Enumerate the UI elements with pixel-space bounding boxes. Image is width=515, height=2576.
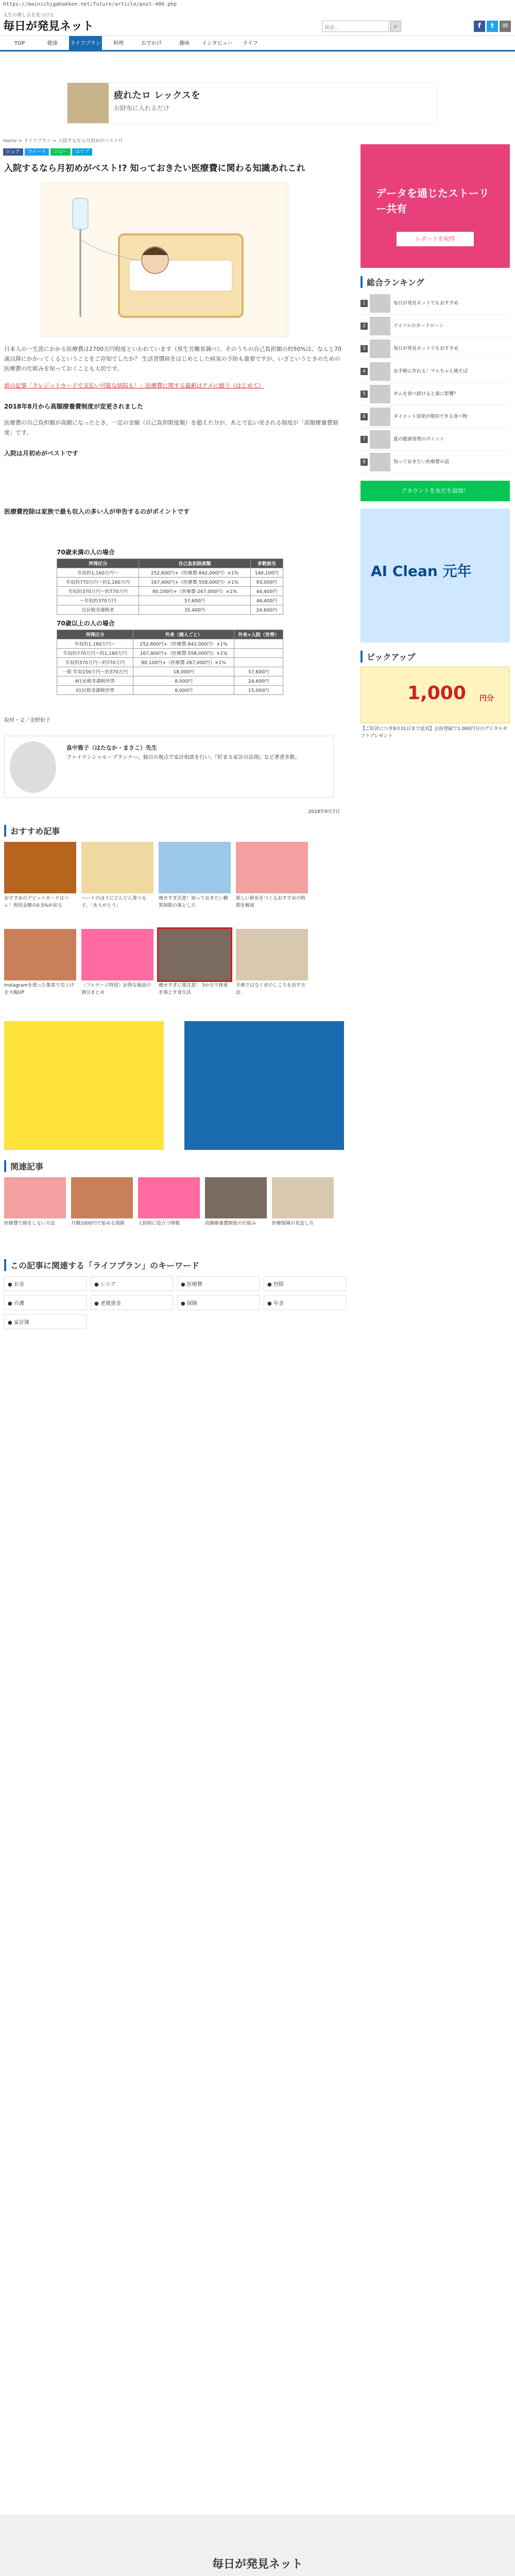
tagline: 人生の楽しさを見つける [3, 13, 55, 18]
recommended-card[interactable] [236, 929, 308, 1011]
card-title: 新しい財布をつくるおすすめの時期を解説 [236, 896, 306, 908]
recommended-grid [0, 842, 350, 1011]
rank-title: お手軽に作れる！マルちゃん焼そば [393, 368, 468, 374]
ranking-item[interactable] [360, 428, 510, 451]
card-thumbnail [236, 929, 308, 980]
table-cell: 44,400円 [250, 596, 283, 605]
table-cell: 252,600円+（医療費-842,000円）×1% [139, 568, 250, 578]
card-thumbnail [4, 842, 76, 893]
search-input[interactable]: 検索... [322, 21, 389, 32]
card-title: 医療費で損をしない方法 [4, 1221, 56, 1226]
related-card[interactable] [205, 1177, 267, 1249]
nav-item[interactable]: ライフプラン [69, 36, 102, 50]
ranking-list [360, 292, 510, 473]
table-row [57, 578, 283, 587]
bottom-ads [4, 1021, 346, 1150]
share-facebook-button[interactable]: シェア [3, 148, 23, 156]
card-thumbnail [205, 1177, 267, 1218]
recommended-card[interactable] [81, 842, 153, 924]
rank-title: 毎日が発見ネットでもおすすめ [393, 346, 459, 351]
ranking-item[interactable] [360, 315, 510, 337]
site-header [0, 9, 515, 36]
mail-icon[interactable]: ✉ [500, 21, 511, 32]
ranking-item[interactable] [360, 405, 510, 428]
address-bar[interactable]: https://mainichigahakken.net/future/article/post-480.php [3, 2, 177, 7]
rank-number: 3 [360, 345, 368, 352]
recommended-card[interactable] [4, 929, 76, 1011]
rank-title: ダイエット効果が期待できる食べ物 [393, 414, 468, 419]
card-title: Instagramを使った集客で売上げを大幅UP [4, 983, 74, 995]
nav-item[interactable]: インタビュー [202, 41, 233, 46]
ranking-item[interactable] [360, 337, 510, 360]
rank-number: 8 [360, 459, 368, 466]
card-thumbnail [81, 842, 153, 893]
section-heading: 2018年8月から高額療養費制度が変更されました [4, 403, 143, 410]
twitter-icon[interactable]: t [487, 21, 498, 32]
card-title: ハートのほうにどんどん食べる子、「ありがとう」 [81, 896, 147, 908]
nav-item[interactable]: ライフ [243, 41, 258, 46]
table2-title: 70歳以上の人の場合 [57, 620, 115, 627]
share-line-button[interactable]: コピー [50, 148, 71, 156]
card-thumbnail [272, 1177, 334, 1218]
table-cell: 8,000円 [133, 686, 234, 695]
keyword-link[interactable]: ● 保険 [177, 1295, 260, 1310]
card-thumbnail [71, 1177, 133, 1218]
card-thumbnail [4, 929, 76, 980]
card-title: 入院時に役立つ情報 [138, 1221, 180, 1226]
pickup-heading: ピックアップ [360, 651, 510, 663]
author-description: ファイナンシャル・プランナー。独自の視点で家計相談を行い、『貯まる家計の法則』など著書多数。 [66, 755, 300, 760]
recommended-heading: おすすめ記事 [4, 825, 346, 837]
table-cell: 24,600円 [250, 605, 283, 615]
recommended-card[interactable] [159, 842, 231, 924]
table-row [57, 568, 283, 578]
table-header: 所得区分 [57, 630, 133, 639]
section-heading: 入院は月初めがベストです [4, 450, 79, 457]
keyword-link[interactable]: ● 控除 [264, 1276, 346, 1291]
nav-item[interactable]: 趣味 [179, 41, 190, 46]
rank-number: 7 [360, 436, 368, 443]
article-title: 入院するなら月初めがベスト!? 知っておきたい医療費に関わる知識あれこれ [4, 163, 305, 174]
table-cell: 57,600円 [234, 667, 283, 676]
article-main [0, 144, 350, 1329]
table-cell: 80,100円+（医療費-267,000円）×1% [139, 587, 250, 596]
related-card[interactable] [71, 1177, 133, 1249]
pickup-banner[interactable] [360, 667, 510, 723]
table-cell: 年収約1,160万円～ [57, 639, 133, 649]
rank-title: 夏の健康管理のポイント [393, 436, 445, 442]
body-paragraph: 医療費の自己負担額が高額になったとき、一定の金額（自己負担限度額）を超えた分が、あとで払い戻される制度が「高額療養費制度」です。 [4, 419, 338, 436]
table-cell: 年収約1,160万円～ [57, 568, 139, 578]
table-cell: 18,000円 [133, 667, 234, 676]
table-cell [234, 639, 283, 649]
table-row [57, 596, 283, 605]
rank-thumbnail [370, 385, 390, 403]
recommended-card[interactable] [81, 929, 153, 1011]
nav-item[interactable]: 健康 [47, 41, 58, 46]
table-cell [234, 658, 283, 667]
rank-title: 毎日が発見ネットでもおすすめ [393, 300, 459, 306]
table-cell [234, 649, 283, 658]
ranking-item[interactable] [360, 383, 510, 405]
pickup-caption[interactable]: 【ご好評につき8月31日まで延長】会員登録で1,000円分のデジタルギフトプレゼント [360, 726, 508, 739]
table-cell: 住民税非課税者 [57, 605, 139, 615]
body-paragraph [0, 523, 346, 544]
table-cell: 57,600円 [139, 596, 250, 605]
body-paragraph [0, 465, 346, 496]
table-cell: 年収約770万円～約1,160万円 [57, 578, 139, 587]
table-header: 自己負担限度額 [139, 559, 250, 568]
section-heading: 医療費控除は家族で最も収入の多い人が申告するのがポイントです [4, 508, 190, 515]
card-title: 痩せすぎに要注意！ 3か月で体重を落とす食生活 [159, 983, 228, 995]
card-title: 医療保険の見直し方 [272, 1221, 314, 1226]
table-cell: ～年収約370万円 [57, 596, 139, 605]
keyword-link[interactable]: ● 介護 [4, 1295, 87, 1310]
rank-title: 知っておきたい医療費の話 [393, 459, 450, 465]
related-card[interactable] [4, 1177, 66, 1249]
rank-thumbnail [370, 340, 390, 358]
card-thumbnail [81, 929, 153, 980]
table-cell: 252,600円+（医療費-842,000円）×1% [133, 639, 234, 649]
recommended-card[interactable] [159, 929, 231, 1011]
table-row [57, 676, 283, 686]
card-thumbnail [138, 1177, 200, 1218]
intro-paragraph: 日本人の一生涯にかかる医療費は2700万円程度といわれています（厚生労働省調べ）。そのうちの自己負担額の約50%は、なんと70歳以降にかかってくるということをご存知でしたか？ 生活習慣病をはじめとした病気の予防も重要ですが、いざというときのための医療費の仕組みを知っておくことも大切です。 [4, 346, 341, 372]
share-hatena-button[interactable]: はてブ [72, 148, 92, 156]
rank-number: 5 [360, 391, 368, 398]
table-cell: 93,000円 [250, 578, 283, 587]
footer-logo[interactable]: 毎日が発見ネット [212, 2557, 303, 2571]
table-cell: 年収約370万円～約770万円 [57, 658, 133, 667]
credit: 取材・文／金野松子 [4, 718, 50, 723]
recommended-card[interactable] [236, 842, 308, 924]
sidebar-ad-tableau[interactable] [360, 144, 510, 268]
share-twitter-button[interactable]: ツイート [25, 148, 49, 156]
related-link[interactable]: 前の記事「クレジットカードで支払い可能な病院も！」医療費に関する最新はアメに倣う（はじめて） [4, 382, 264, 389]
table-row [57, 649, 283, 658]
ad-cta-button[interactable]: レポートを取得 [397, 232, 474, 246]
table-header: 所得区分 [57, 559, 139, 568]
related-grid [0, 1177, 350, 1249]
ad-subtitle: お財布に入れるだけ [114, 105, 170, 112]
table1-title: 70歳未満の人の場合 [57, 549, 115, 556]
ad-headline: データを通じたストーリー共有 [376, 187, 489, 215]
table-header: 外来+入院（世帯） [234, 630, 283, 639]
table-cell: 年収約370万円～約770万円 [57, 587, 139, 596]
ad-title: 疲れたロ レックスを [114, 90, 200, 101]
site-footer [0, 2514, 515, 2576]
table-row [57, 639, 283, 649]
table-cell: 年収約770万円～約1,160万円 [57, 649, 133, 658]
rank-number: 4 [360, 368, 368, 375]
top-ad-banner[interactable] [67, 82, 438, 124]
author-bio [4, 736, 334, 798]
card-title: 月額1000円で始める保険 [71, 1221, 125, 1226]
rank-thumbnail [370, 294, 390, 313]
table-header: 外来（個人ごと） [133, 630, 234, 639]
keyword-link[interactable]: ● 年金 [264, 1295, 346, 1310]
card-thumbnail [4, 1177, 66, 1218]
global-nav [0, 36, 515, 52]
insurance-ad[interactable] [4, 1021, 164, 1150]
table-header: 多数該当 [250, 559, 283, 568]
keyword-link[interactable]: ● シニア [91, 1276, 173, 1291]
table-cell: 167,400円+（医療費-558,000円）×1% [139, 578, 250, 587]
ranking-item[interactable] [360, 292, 510, 315]
table-row [57, 605, 283, 615]
pickup-unit: 円分 [479, 694, 494, 703]
card-title: 手術ではなく首のしこりを治す方法 [236, 983, 306, 995]
table-cell: 35,400円 [139, 605, 250, 615]
rank-thumbnail [370, 453, 390, 471]
table-cell: 44,400円 [250, 587, 283, 596]
table-row [57, 686, 283, 695]
breadcrumb[interactable]: Home > ライフプラン > 入院するなら月初めがベスト!? [3, 139, 123, 144]
keyword-link[interactable]: ● 老後資金 [91, 1295, 173, 1310]
table-cell: 80,100円+（医療費-267,000円）×1% [133, 658, 234, 667]
related-heading: 関連記事 [4, 1160, 346, 1172]
card-thumbnail [236, 842, 308, 893]
ranking-item[interactable] [360, 360, 510, 383]
table-cell: 167,400円+（医療費-558,000円）×1% [133, 649, 234, 658]
ranking-item[interactable] [360, 451, 510, 473]
keyword-link[interactable]: ● 医療費 [177, 1276, 260, 1291]
table-row [57, 587, 283, 596]
card-title: おすすめのデビットカードはコレ！利用金額の0.5%が戻る [4, 896, 69, 908]
author-avatar [10, 741, 56, 793]
sidebar-ad-aiclean[interactable] [360, 509, 510, 642]
facebook-icon[interactable]: f [474, 21, 485, 32]
keyword-link[interactable]: ● 家計簿 [4, 1314, 87, 1329]
annuity-ad[interactable] [184, 1021, 344, 1150]
line-add-friend-button[interactable]: アカウントを友だち追加！ [360, 481, 510, 501]
card-thumbnail [159, 842, 231, 893]
rank-number: 6 [360, 413, 368, 420]
rank-thumbnail [370, 408, 390, 426]
rank-title: ガムを食べ続けると歯に影響？ [393, 391, 459, 397]
ad-title: AI Clean 元年 [371, 563, 472, 580]
rank-thumbnail [370, 362, 390, 381]
hero-illustration [41, 182, 288, 337]
table-cell: 8,000円 [133, 676, 234, 686]
author-name: 畠中雅子（はたなか・まさこ）先生 [66, 744, 157, 751]
rank-thumbnail [370, 430, 390, 449]
site-logo[interactable]: 毎日が発見ネット [3, 20, 94, 33]
search-icon[interactable]: ⌕ [390, 21, 401, 32]
rank-number: 1 [360, 300, 368, 307]
table-cell: 140,100円 [250, 568, 283, 578]
pickup-amount: 1,000 [407, 683, 466, 704]
table-cell: 15,000円 [234, 686, 283, 695]
table-row [57, 658, 283, 667]
table-cell: Ⅱ住民税非課税世帯 [57, 676, 133, 686]
ad-image [67, 83, 109, 123]
card-thumbnail [159, 929, 231, 980]
rank-title: アイフルのカードローン [393, 323, 444, 329]
table-cell: 一般 年収156万円～約370万円 [57, 667, 133, 676]
related-card[interactable] [272, 1177, 334, 1249]
card-title: 〈フルテージ特別〉お得な施設の割引まとめ [81, 983, 151, 995]
table-cell: 24,600円 [234, 676, 283, 686]
table-row [57, 667, 283, 676]
rank-number: 2 [360, 323, 368, 330]
related-card[interactable] [138, 1177, 200, 1249]
ranking-heading: 総合ランキング [360, 276, 510, 288]
publish-date: 2018年9月7日 [308, 809, 340, 815]
keyword-link[interactable]: ● お金 [4, 1276, 87, 1291]
keywords-grid [0, 1276, 350, 1329]
recommended-card[interactable] [4, 842, 76, 924]
keywords-heading: この記事に関連する「ライフプラン」のキーワード [4, 1259, 346, 1271]
nav-item[interactable]: 料理 [113, 41, 124, 46]
rank-thumbnail [370, 317, 390, 335]
nav-item[interactable]: おでかけ [141, 41, 162, 46]
cost-table-under70 [57, 558, 283, 615]
table-cell: Ⅰ住民税非課税世帯 [57, 686, 133, 695]
cost-table-over70 [57, 630, 283, 695]
nav-item[interactable]: TOP [14, 41, 25, 46]
sidebar [360, 144, 510, 740]
share-bar [0, 144, 350, 160]
card-title: 痩せすぎ注意！知っておきたい糖質制限の落とし穴 [159, 896, 229, 908]
card-title: 高額療養費制度の仕組み [205, 1221, 256, 1226]
